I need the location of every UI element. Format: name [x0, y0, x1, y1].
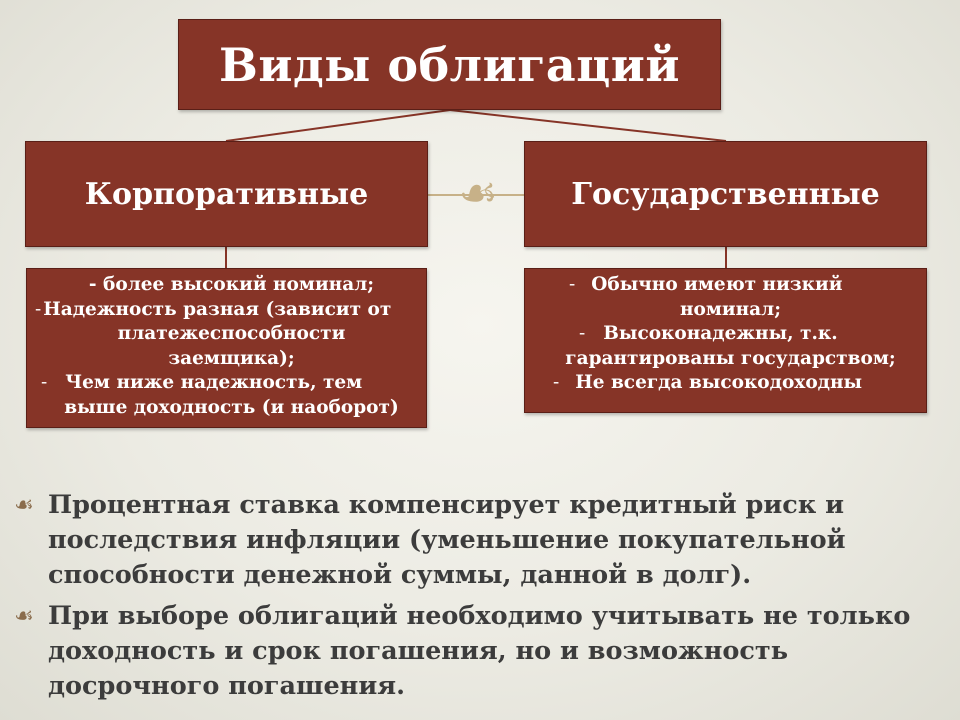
dash-marker — [670, 299, 680, 320]
corporate-detail-text: Надежность разная (зависит от — [43, 298, 392, 320]
notes-list — [14, 488, 944, 710]
corporate-detail-line — [35, 371, 418, 396]
corporate-detail-text: выше доходность (и наоборот) — [64, 396, 399, 418]
government-detail-line — [533, 298, 918, 323]
government-heading: Государственные — [571, 176, 880, 212]
list-item — [14, 599, 944, 704]
connector-title-right — [450, 110, 726, 141]
dash-marker: - — [553, 372, 560, 393]
government-detail-line — [533, 347, 918, 372]
corporate-detail-text: заемщика); — [168, 347, 295, 369]
corporate-detail-line — [35, 396, 418, 421]
government-detail-line — [533, 371, 918, 396]
dash-marker: - — [41, 372, 48, 393]
note-text: При выборе облигаций необходимо учитывать не только доходность и срок погашения, но и возможность досрочного погашения. — [48, 601, 911, 701]
government-detail-text: номинал; — [679, 298, 782, 320]
government-details-box — [524, 268, 927, 413]
government-detail-text: Обычно имеют низкий — [591, 274, 843, 295]
corporate-detail-text: платежеспособности — [117, 323, 346, 344]
title-box — [178, 19, 721, 110]
corporate-detail-text: - более высокий номинал; — [88, 274, 375, 295]
corporate-heading-box — [25, 141, 428, 247]
connector-title-left — [226, 110, 450, 141]
corporate-detail-text: Чем ниже надежность, тем — [65, 372, 363, 393]
dash-marker: - — [35, 298, 42, 320]
corporate-heading: Корпоративные — [84, 176, 369, 212]
dash-marker — [158, 348, 168, 369]
dash-marker — [555, 348, 565, 369]
list-item — [14, 488, 944, 593]
government-detail-text: гарантированы государством; — [565, 347, 896, 369]
corporate-detail-line — [35, 322, 418, 347]
scroll-bullet-icon: ☙ — [14, 493, 34, 518]
corporate-detail-line — [35, 347, 418, 372]
corporate-detail-line — [35, 298, 418, 323]
government-detail-line — [533, 322, 918, 347]
note-text: Процентная ставка компенсирует кредитный риск и последствия инфляции (уменьшение покупательной способности денежной суммы, данной в долг). — [48, 490, 846, 590]
dash-marker — [79, 274, 89, 295]
dash-marker: - — [579, 323, 586, 344]
scroll-ornament-icon: ☙ — [458, 168, 498, 219]
government-detail-line — [533, 273, 918, 298]
corporate-details-box — [26, 268, 427, 428]
dash-marker — [54, 397, 64, 418]
corporate-detail-line — [35, 273, 418, 298]
dash-marker: - — [569, 274, 576, 295]
dash-marker — [108, 323, 118, 344]
government-detail-text: Не всегда высокодоходны — [575, 372, 863, 393]
scroll-bullet-icon: ☙ — [14, 604, 34, 629]
government-detail-text: Высоконадежны, т.к. — [603, 323, 838, 344]
diagram-title: Виды облигаций — [219, 37, 680, 92]
government-heading-box — [524, 141, 927, 247]
